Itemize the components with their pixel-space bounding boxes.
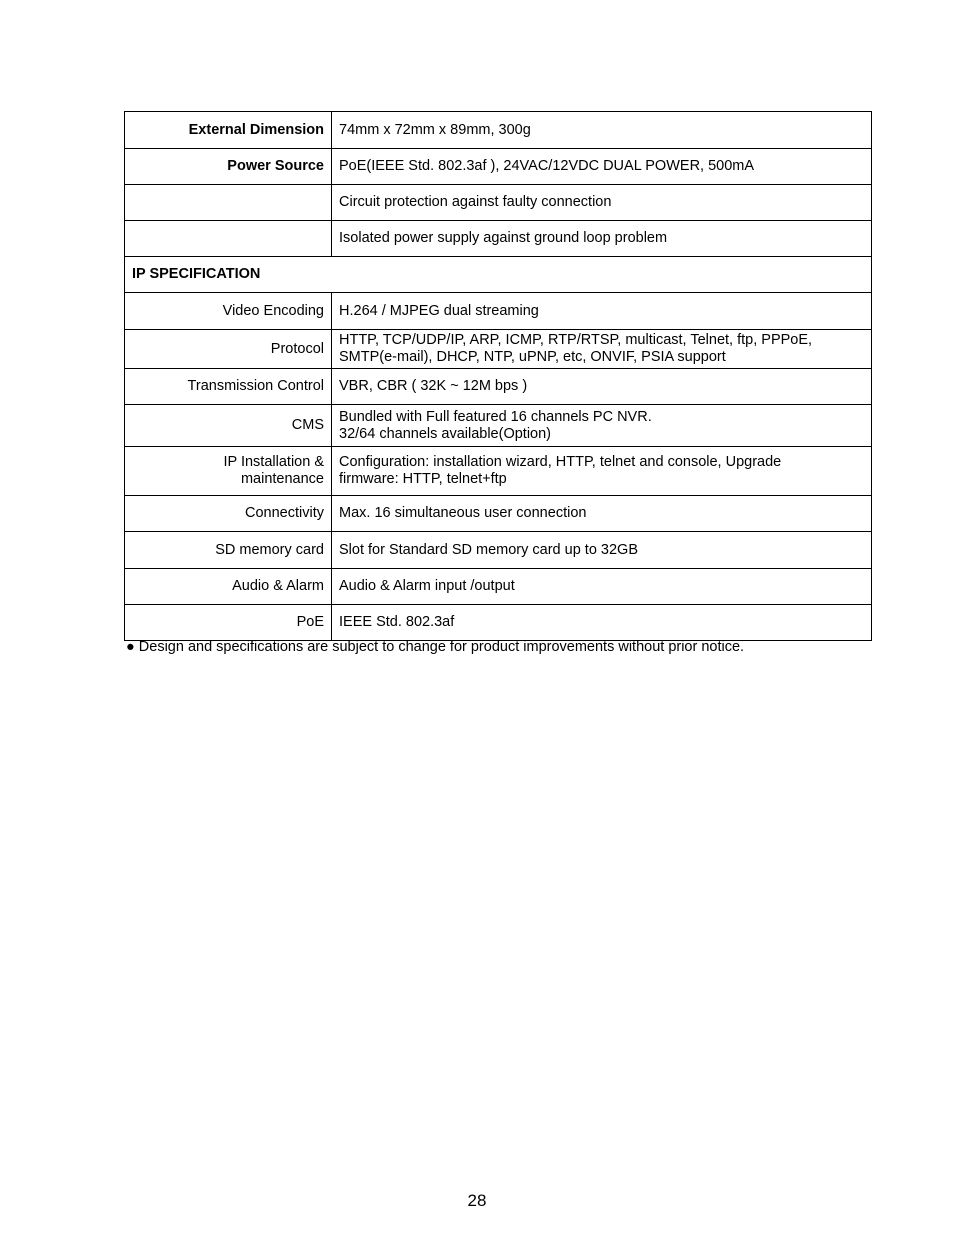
row-value [332,447,872,496]
row-label [125,293,332,330]
label-line: PoE [296,614,324,630]
value-line: HTTP, TCP/UDP/IP, ARP, ICMP, RTP/RTSP, multicast, Telnet, ftp, PPPoE, [339,332,813,348]
value-line: Bundled with Full featured 16 channels PC NVR. [339,408,652,425]
table-row-transmission-control [125,369,872,405]
row-value [332,293,872,330]
disclaimer-note: ● Design and specifications are subject to change for product improvements without prior notice. [126,639,745,655]
row-value [332,369,872,405]
value-line: Audio & Alarm input /output [339,578,515,594]
label-line: IP Installation & [223,454,324,470]
row-label [125,405,332,447]
row-value [332,605,872,641]
row-value [332,496,872,532]
row-value [332,112,872,149]
row-value [332,569,872,605]
table-row-audio-alarm [125,569,872,605]
label-line: SD memory card [215,541,324,558]
row-label [125,447,332,496]
label-line: maintenance [240,471,324,487]
table-section-row [125,257,872,293]
specification-table [124,111,872,641]
table-row-sd-memory-card [125,532,872,569]
section-title: IP SPECIFICATION [125,257,872,293]
label-line: Video Encoding [222,302,324,319]
value-line: Circuit protection against faulty connection [339,194,612,210]
page-number: 28 [467,1191,487,1210]
table-row-external-dimension [125,112,872,149]
table-row-protocol [125,330,872,369]
row-label [125,605,332,641]
label-line: Transmission Control [187,378,324,394]
row-label [125,221,332,257]
value-line: Max. 16 simultaneous user connection [339,505,587,521]
table-row-poe [125,605,872,641]
value-line: SMTP(e-mail), DHCP, NTP, uPNP, etc, ONVIF, PSIA support [339,349,726,365]
value-line: 74mm x 72mm x 89mm, 300g [339,121,531,138]
value-line: 32/64 channels available(Option) [339,425,551,442]
table-row-cms [125,405,872,447]
label-line: Audio & Alarm [232,578,324,594]
value-line: H.264 / MJPEG dual streaming [339,302,539,319]
value-line: VBR, CBR ( 32K ~ 12M bps ) [339,378,528,394]
row-label [125,330,332,369]
row-value [332,185,872,221]
row-label [125,496,332,532]
row-value [332,532,872,569]
label-line: Connectivity [245,505,324,521]
label-line: Protocol [270,340,324,357]
value-line: Slot for Standard SD memory card up to 32GB [339,541,638,558]
row-label: Power Source [125,149,332,185]
table-row-video-encoding [125,293,872,330]
value-line: Isolated power supply against ground loop problem [339,230,668,246]
value-line: Configuration: installation wizard, HTTP, telnet and console, Upgrade [339,454,782,470]
label-line: CMS [291,417,324,433]
row-label [125,185,332,221]
row-value [332,149,872,185]
table-row-ip-installation [125,447,872,496]
table-row-circuit-protection [125,185,872,221]
row-value [332,221,872,257]
row-label [125,532,332,569]
row-label: External Dimension [125,112,332,149]
row-value [332,405,872,447]
value-line: firmware: HTTP, telnet+ftp [339,471,507,487]
row-label [125,569,332,605]
row-label [125,369,332,405]
row-value [332,330,872,369]
value-line: IEEE Std. 802.3af [339,614,455,630]
table-row-connectivity [125,496,872,532]
table-row-isolated-power [125,221,872,257]
value-line: PoE(IEEE Std. 802.3af ), 24VAC/12VDC DUAL POWER, 500mA [339,158,755,174]
table-row-power-source [125,149,872,185]
